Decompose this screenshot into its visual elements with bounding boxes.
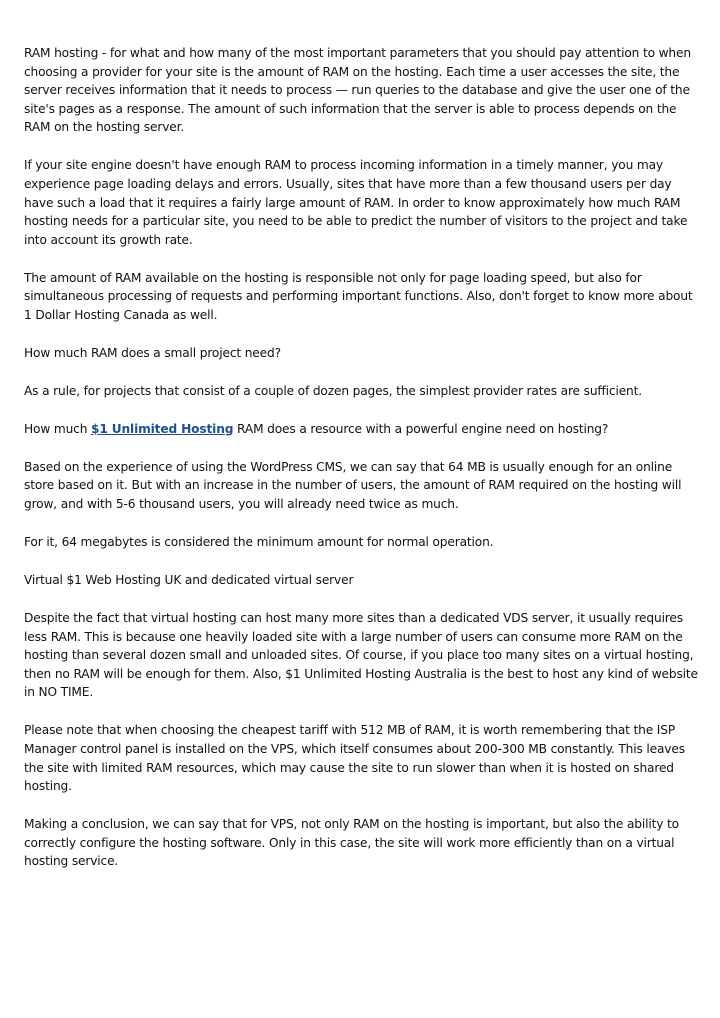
paragraph-ram-responsibility: The amount of RAM available on the hosting is responsible not only for page loading speed, but also for simultaneous processing of requests and performing important functions. Also, don't forget to know more about 1 Dollar Hosting Canada as well. [24,270,693,322]
paragraph-virtual-vs-vds: Despite the fact that virtual hosting can host many more sites than a dedicated VDS server, it usually requires less RAM. This is because one heavily loaded site with a large number of users can consume more RAM on the hosting than several dozen small and unloaded sites. Of course, if you place too many sites on a virtual hosting, then no RAM will be enough for them. Also, $1 Unlimited Hosting Australia is the best to host any kind of website in NO TIME. [24,610,698,700]
paragraph-minimum-amount: For it, 64 megabytes is considered the minimum amount for normal operation. [24,535,494,550]
paragraph-powerful-engine-question [24,420,698,439]
paragraph-virtual-hosting-heading: Virtual $1 Web Hosting UK and dedicated virtual server [24,573,354,587]
paragraph-wordpress-experience: Based on the experience of using the WordPress CMS, we can say that 64 MB is usually enough for an online store based on it. But with an increase in the number of users, the amount of RAM required on the hosting will grow, and with 5-6 thousand users, you will already need twice as much. [24,459,682,512]
paragraph-cheapest-tariff-note: Please note that when choosing the cheapest tariff with 512 MB of RAM, it is worth remembering that the ISP Manager control panel is installed on the VPS, which itself consumes about 200-300 MB constantly. This leaves the site with limited RAM resources, which may cause the site to run slower than when it is hosted on shared hosting. [24,723,685,794]
paragraph-insufficient-ram: If your site engine doesn't have enough RAM to process incoming information in a timely manner, you may experience page loading delays and errors. Usually, sites that have more than a few thousand users per day have such a load that it requires a fairly large amount of RAM. In order to know approximately how much RAM hosting needs for a particular site, you need to be able to predict the number of visitors to the project and take into account its growth rate. [24,158,688,247]
question-text-before: How much [24,421,92,436]
unlimited-hosting-link[interactable]: $1 Unlimited Hosting [91,421,234,436]
paragraph-small-project-question: How much RAM does a small project need? [24,345,281,360]
paragraph-ram-hosting-intro: RAM hosting - for what and how many of the most important parameters that you should pay attention to when choosing a provider for your site is the amount of RAM on the hosting. Each time a user accesses the site, the server receives information that it needs to process — run queries to the database and give the user one of the site's pages as a response. The amount of such information that the server is able to process depends on the RAM on the hosting server. [24,46,691,135]
paragraph-conclusion: Making a conclusion, we can say that for VPS, not only RAM on the hosting is important, but also the ability to correctly configure the hosting software. Only in this case, the site will work more efficiently than on a virtual hosting service. [24,817,679,869]
question-text-after: RAM does a resource with a powerful engine need on hosting? [233,421,609,436]
paragraph-small-project-answer: As a rule, for projects that consist of a couple of dozen pages, the simplest provider rates are sufficient. [24,383,642,398]
document-body [24,44,698,890]
